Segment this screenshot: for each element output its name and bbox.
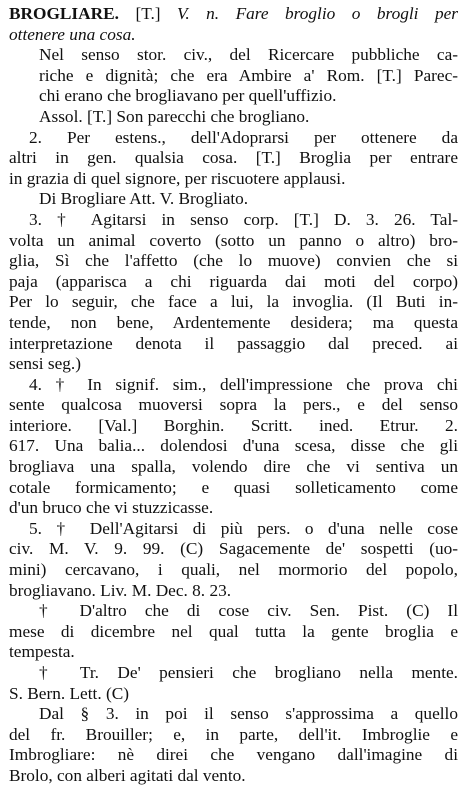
section-2-extended-sense: [9, 128, 458, 190]
entry-definition-text: V. n. Fare broglio o brogli per: [177, 4, 458, 23]
section-line: Brolo, con alberi agitati dal vento.: [9, 765, 246, 785]
section-line: 3. † Agitarsi in senso corp. [T.] D. 3. 26. Tal-: [29, 209, 458, 229]
section-absolute-use: [9, 107, 458, 128]
section-line: riche e dignità; che era Ambire a' Rom. [T.] Parec-: [39, 65, 458, 85]
section-line: d'un bruco che vi stuzzicasse.: [9, 498, 214, 518]
section-line: volta un animal coverto (sotto un panno o altro) bro-: [9, 230, 458, 250]
section-line: interpretazione denota il passaggio dal preced. ai: [9, 333, 458, 353]
section-line: Nel senso stor. civ., del Ricercare pubbliche ca-: [39, 45, 458, 65]
section-line: sente qualcosa muoversi sopra la pers., e del senso: [9, 395, 458, 415]
section-line: 4. † In signif. sim., dell'impressione che prova chi: [29, 374, 458, 394]
entry-line-1: [9, 4, 458, 25]
section-line: altri in gen. qualsia cosa. [T.] Broglia per entrare: [9, 148, 458, 168]
section-line: Imbrogliare: nè direi che vengano dall'imagine di: [9, 745, 458, 765]
section-line: glia, Sì che l'affetto (che lo muove) convien che si: [9, 251, 458, 271]
entry-abbr: [T.]: [135, 4, 161, 23]
section-historical-civil-sense: [9, 45, 458, 107]
section-line: sensi seg.): [9, 354, 81, 374]
section-line: chi erano che brogliavano per quell'uffizio.: [39, 86, 337, 106]
section-active-form: [9, 189, 458, 210]
entry-definition: [9, 4, 458, 45]
headword: BROGLIARE.: [9, 4, 119, 23]
entry-line-2: ottenere una cosa.: [9, 24, 136, 44]
section-line: interiore. [Val.] Borghin. Scritt. ined. Etrur. 2.: [9, 415, 458, 435]
section-5-several-persons: [9, 519, 458, 601]
section-line: † Tr. De' pensieri che brogliano nella mente.: [39, 663, 458, 682]
section-line: tempesta.: [9, 642, 75, 662]
section-line: Per lo seguir, che face a lui, la invoglia. (Il Buti in-: [9, 292, 458, 312]
section-line: in grazia di quel signore, per riscuotere applausi.: [9, 168, 346, 188]
section-line: † D'altro che di cose civ. Sen. Pist. (C) Il: [39, 601, 458, 621]
section-line: civ. M. V. 9. 99. (C) Sagacemente de' sospetti (uo-: [9, 539, 458, 559]
section-3-bodily-sense: [9, 210, 458, 375]
section-figurative-thoughts: [9, 663, 458, 704]
section-line: mese di dicembre nel qual tutta la gente broglia e: [9, 621, 458, 641]
section-etymology-note: [9, 704, 458, 786]
section-line: Assol. [T.] Son parecchi che brogliano.: [39, 106, 310, 126]
section-line: 617. Una balia... dolendosi d'una scesa, disse che gli: [9, 436, 458, 456]
section-line: paja (apparisca a chi riguarda dai moti del corpo): [9, 271, 458, 291]
section-line: 2. Per estens., dell'Adoprarsi per ottenere da: [29, 127, 458, 147]
section-4-similar-sense: [9, 375, 458, 519]
section-line: tende, non bene, Ardentemente desidera; ma questa: [9, 312, 458, 332]
section-non-civil: [9, 601, 458, 663]
section-line: S. Bern. Lett. (C): [9, 683, 129, 703]
section-line: del fr. Brouiller; e, in parte, dell'it. Imbroglie e: [9, 724, 458, 744]
section-line: mini) cercavano, i quali, nel mormorio del popolo,: [9, 560, 458, 580]
section-line: 5. † Dell'Agitarsi di più pers. o d'una nelle cose: [29, 518, 458, 538]
section-line: brogliavano. Liv. M. Dec. 8. 23.: [9, 580, 232, 600]
section-line: brogliava una spalla, volendo dire che vi sentiva un: [9, 457, 458, 477]
section-line: cotale formicamento; e quasi solleticamento come: [9, 477, 458, 497]
section-line: Di Brogliare Att. V. Brogliato.: [39, 189, 249, 209]
section-line: Dal § 3. in poi il senso s'approssima a quello: [39, 704, 458, 724]
